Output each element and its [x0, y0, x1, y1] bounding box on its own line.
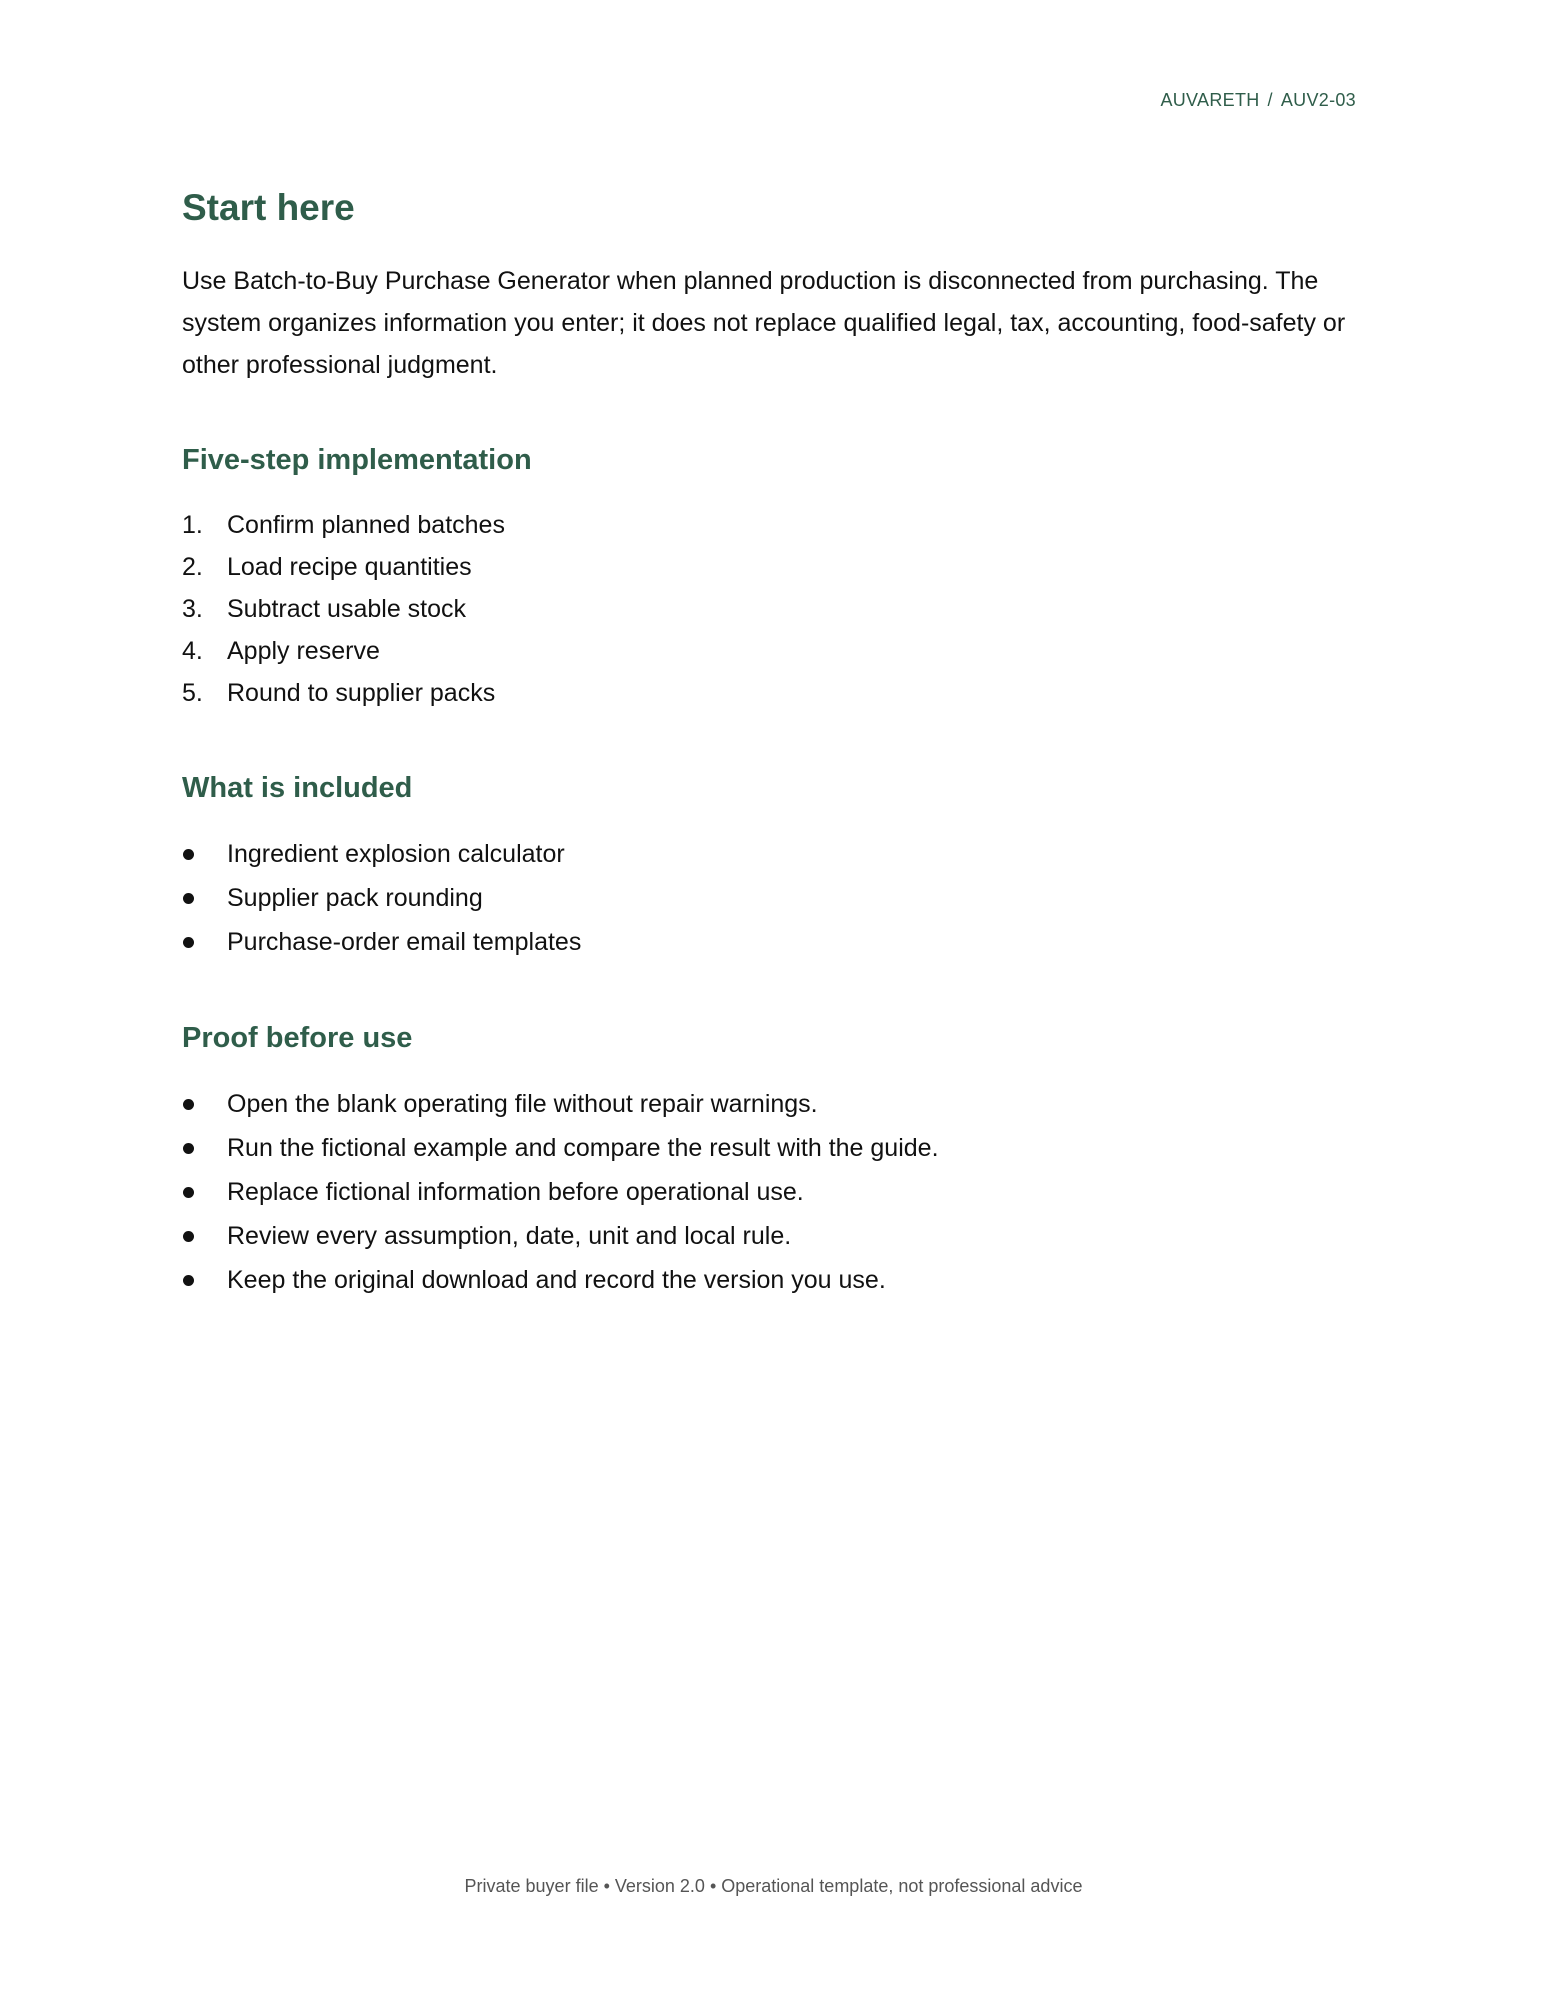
header-separator: /	[1267, 90, 1273, 110]
implementation-steps-list	[182, 504, 1362, 714]
included-list	[182, 832, 1362, 964]
list-item	[182, 588, 1362, 630]
bullet-icon	[183, 1099, 194, 1110]
list-item	[182, 546, 1362, 588]
list-item	[182, 672, 1362, 714]
list-item-text: Purchase-order email templates	[227, 928, 582, 956]
list-item	[182, 876, 1362, 920]
bullet-icon	[183, 937, 194, 948]
list-item	[182, 1126, 1362, 1170]
step-number: 5.	[182, 679, 203, 707]
section-title-implementation: Five-step implementation	[182, 444, 532, 476]
step-text: Confirm planned batches	[227, 511, 505, 539]
step-text: Apply reserve	[227, 637, 380, 665]
step-number: 4.	[182, 637, 203, 665]
header-code: AUV2-03	[1280, 90, 1356, 110]
step-text: Round to supplier packs	[227, 679, 496, 707]
list-item	[182, 630, 1362, 672]
list-item	[182, 504, 1362, 546]
section-title-included: What is included	[182, 772, 413, 804]
bullet-icon	[183, 1187, 194, 1198]
step-text: Load recipe quantities	[227, 553, 472, 581]
step-number: 1.	[182, 511, 203, 539]
page-footer: Private buyer file • Version 2.0 • Operational template, not professional advice	[464, 1876, 1083, 1896]
bullet-icon	[183, 1231, 194, 1242]
list-item-text: Replace fictional information before operational use.	[227, 1178, 804, 1206]
step-number: 3.	[182, 595, 203, 623]
page-header	[1160, 90, 1356, 111]
step-number: 2.	[182, 553, 203, 581]
list-item-text: Keep the original download and record the version you use.	[227, 1266, 886, 1294]
list-item	[182, 1214, 1362, 1258]
list-item	[182, 832, 1362, 876]
list-item-text: Review every assumption, date, unit and local rule.	[227, 1222, 792, 1250]
bullet-icon	[183, 1275, 194, 1286]
bullet-icon	[183, 849, 194, 860]
section-title-proof: Proof before use	[182, 1022, 413, 1054]
intro-paragraph: Use Batch-to-Buy Purchase Generator when planned production is disconnected from purchasing. The system organizes information you enter; it does not replace qualified legal, tax, accounting, food-safety or other professional judgment.	[182, 267, 1346, 379]
list-item	[182, 1170, 1362, 1214]
list-item	[182, 1082, 1362, 1126]
step-text: Subtract usable stock	[227, 595, 467, 623]
header-brand: AUVARETH	[1160, 90, 1260, 110]
bullet-icon	[183, 1143, 194, 1154]
list-item-text: Ingredient explosion calculator	[227, 840, 565, 868]
list-item-text: Open the blank operating file without repair warnings.	[227, 1090, 818, 1118]
list-item-text: Supplier pack rounding	[227, 884, 483, 912]
document-body	[182, 180, 1362, 1302]
page-title: Start here	[182, 187, 355, 228]
list-item-text: Run the fictional example and compare the result with the guide.	[227, 1134, 939, 1162]
list-item	[182, 1258, 1362, 1302]
list-item	[182, 920, 1362, 964]
bullet-icon	[183, 893, 194, 904]
proof-list	[182, 1082, 1362, 1302]
